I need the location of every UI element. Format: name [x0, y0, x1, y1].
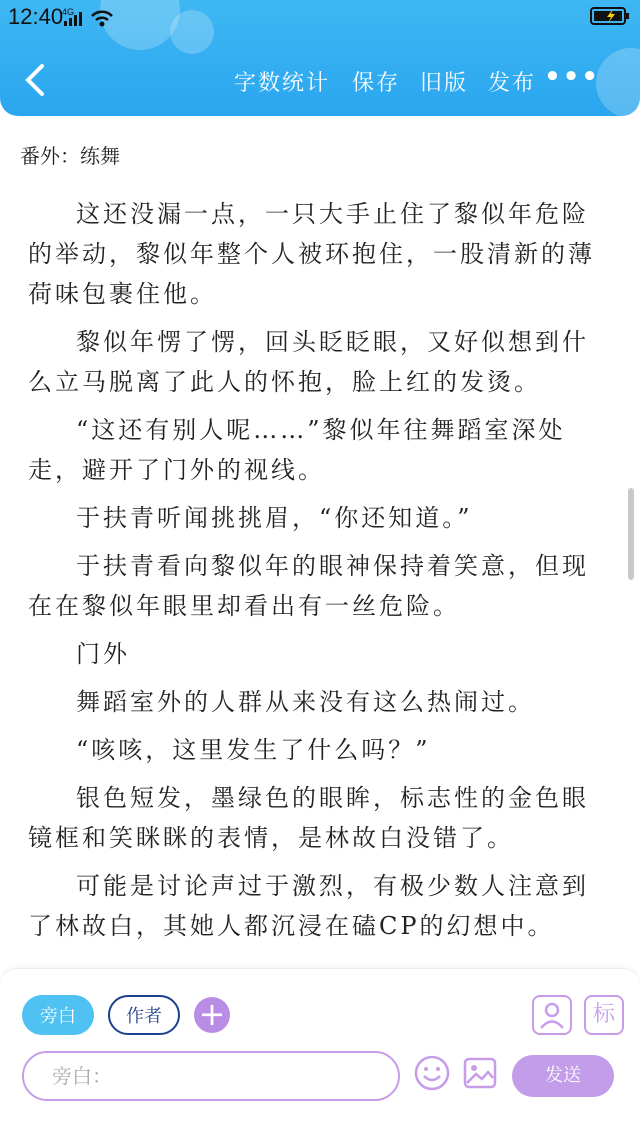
publish-button[interactable]: 发布 — [488, 71, 537, 96]
story-paragraph: “这还有别人呢……”黎似年往舞蹈室深处走，避开了门外的视线。 — [28, 416, 566, 484]
story-paragraph: 这还没漏一点，一只大手止住了黎似年危险的举动，黎似年整个人被环抱住，一股清新的薄荷味包裹住他。 — [28, 200, 595, 308]
scrollbar[interactable] — [628, 488, 634, 580]
save-button[interactable]: 保存 — [352, 71, 401, 96]
story-paragraph: 于扶青看向黎似年的眼神保持着笑意，但现在在黎似年眼里却看出有一丝危险。 — [28, 552, 589, 620]
emoji-icon[interactable] — [414, 1055, 450, 1091]
status-bar — [0, 0, 640, 34]
story-paragraph: 银色短发，墨绿色的眼眸，标志性的金色眼镜框和笑眯眯的表情，是林故白没错了。 — [28, 784, 589, 852]
tag-button[interactable]: 标 — [584, 995, 624, 1035]
story-paragraph: “咳咳，这里发生了什么吗？” — [76, 736, 431, 764]
status-time: 12:40 — [8, 4, 64, 29]
story-paragraph: 舞蹈室外的人群从来没有这么热闹过。 — [76, 688, 535, 716]
word-count-button[interactable]: 字数统计 — [234, 71, 331, 96]
story-paragraph: 于扶青听闻挑挑眉，“你还知道。” — [76, 504, 473, 532]
chapter-title: 番外：练舞 — [20, 144, 120, 168]
add-role-button[interactable]: + — [194, 997, 230, 1033]
story-paragraph: 黎似年愣了愣，回头眨眨眼，又好似想到什么立马脱离了此人的怀抱，脸上红的发烫。 — [28, 328, 589, 396]
battery-icon — [590, 6, 632, 26]
top-bar — [0, 0, 640, 116]
story-paragraph: 可能是讨论声过于激烈，有极少数人注意到了林故白，其她人都沉浸在磕CP的幻想中。 — [28, 872, 589, 940]
image-icon[interactable] — [462, 1055, 498, 1091]
back-chevron-icon[interactable] — [18, 60, 54, 100]
character-icon[interactable] — [532, 995, 572, 1035]
signal-icon — [62, 6, 114, 28]
narration-input[interactable]: 旁白： — [22, 1051, 400, 1101]
narrator-chip[interactable]: 旁白 — [22, 995, 94, 1035]
old-version-button[interactable]: 旧版 — [420, 71, 469, 96]
more-menu-icon[interactable]: ••• — [544, 62, 600, 92]
story-content — [28, 194, 600, 954]
story-paragraph: 门外 — [76, 640, 130, 668]
composer-panel — [0, 968, 640, 1139]
author-chip[interactable]: 作者 — [108, 995, 180, 1035]
decor-bubble — [596, 48, 640, 116]
send-button[interactable]: 发送 — [512, 1055, 614, 1097]
network-label: 4G — [62, 7, 75, 17]
